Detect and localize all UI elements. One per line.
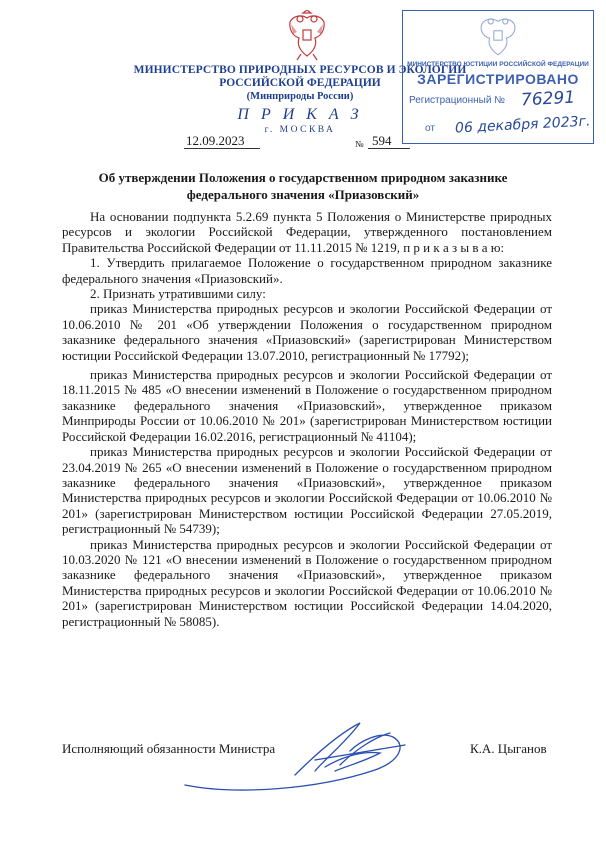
body-paragraph: приказ Министерства природных ресурсов и экологии Российской Федерации от 10.06.2010 № 201 «Об утверждении Положения о государственном природном заказнике федерального значения «Приазовский» (зарегистрирован Министерством юстиции Российской Федерации 13.07.2010, регистрационный № 17792); (62, 301, 552, 363)
body-paragraph: приказ Министерства природных ресурсов и экологии Российской Федерации от 23.04.2019 № 265 «О внесении изменений в Положение о государственном природном заказнике федерального значения «Приазовский», утвержденное приказом Министерства природных ресурсов и экологии Российской Федерации от 10.06.2010 № 201» (зарегистрирован Министерством юстиции Российской Федерации 27.05.2019, регистрационный № 54739); (62, 444, 552, 537)
ministry-name-line1: МИНИСТЕРСТВО ПРИРОДНЫХ РЕСУРСОВ И ЭКОЛОГИИ (133, 64, 467, 76)
stamp-reg-number-label: Регистрационный № (409, 95, 505, 106)
body-paragraph: 2. Признать утратившими силу: (90, 286, 266, 302)
body-paragraph: приказ Министерства природных ресурсов и экологии Российской Федерации от 10.03.2020 № 121 «О внесении изменений в Положение о государственном природном заказнике федерального значения «Приазовский», утвержденное приказом Министерства природных ресурсов и экологии Российской Федерации от 10.06.2010 № 201» (зарегистрирован Министерством юстиции Российской Федерации 14.04.2020, регистрационный № 58085). (62, 536, 552, 629)
document-type: П Р И К А З (237, 106, 363, 123)
stamp-from-label: от (425, 123, 435, 134)
stamp-emblem-icon (475, 13, 521, 59)
document-title-line1: Об утверждении Положения о государственном природном заказнике (98, 170, 508, 185)
signatory-name: К.А. Цыганов (470, 741, 547, 756)
ministry-name-line2: РОССИЙСКОЙ ФЕДЕРАЦИИ (219, 77, 381, 89)
registration-stamp (402, 10, 594, 144)
document-title-line2: федерального значения «Приазовский» (186, 187, 420, 202)
ministry-short-name: (Минприроды России) (246, 91, 354, 102)
number-underline (368, 148, 410, 149)
body-paragraph: На основании подпункта 5.2.69 пункта 5 Положения о Министерстве природных ресурсов и экологии Российской Федерации, утвержденного постановлением Правительства Российской Федерации от 11.11.2015 № 1219, п р и к а з ы в а ю: (62, 209, 552, 255)
body-paragraph: приказ Министерства природных ресурсов и экологии Российской Федерации от 18.11.2015 № 485 «О внесении изменений в Положение о государственном природном заказнике федерального значения «Приазовский», утвержденное приказом Минприроды России от 10.06.2010 № 201» (зарегистрирован Министерством юстиции Российской Федерации 16.02.2016, регистрационный № 41104); (62, 367, 552, 444)
document-title (60, 169, 546, 203)
date-underline (184, 148, 260, 149)
stamp-registered-label: ЗАРЕГИСТРИРОВАНО (417, 71, 579, 87)
document-body (62, 209, 552, 629)
number-sign: № (355, 139, 364, 149)
stamp-organization: МИНИСТЕРСТВО ЮСТИЦИИ РОССИЙСКОЙ ФЕДЕРАЦИИ (407, 61, 589, 68)
handwritten-signature (175, 715, 415, 800)
city-label: г. МОСКВА (264, 125, 336, 135)
body-paragraph: 1. Утвердить прилагаемое Положение о государственном природном заказнике федерального значения «Приазовский». (62, 255, 552, 286)
coat-of-arms-icon (285, 10, 329, 62)
order-number: 594 (372, 133, 392, 148)
signatory-position: Исполняющий обязанности Министра (62, 741, 276, 756)
stamp-reg-number: 76291 (520, 87, 576, 111)
order-date: 12.09.2023 (186, 133, 245, 148)
stamp-date: 06 декабря 2023г. (454, 113, 591, 137)
